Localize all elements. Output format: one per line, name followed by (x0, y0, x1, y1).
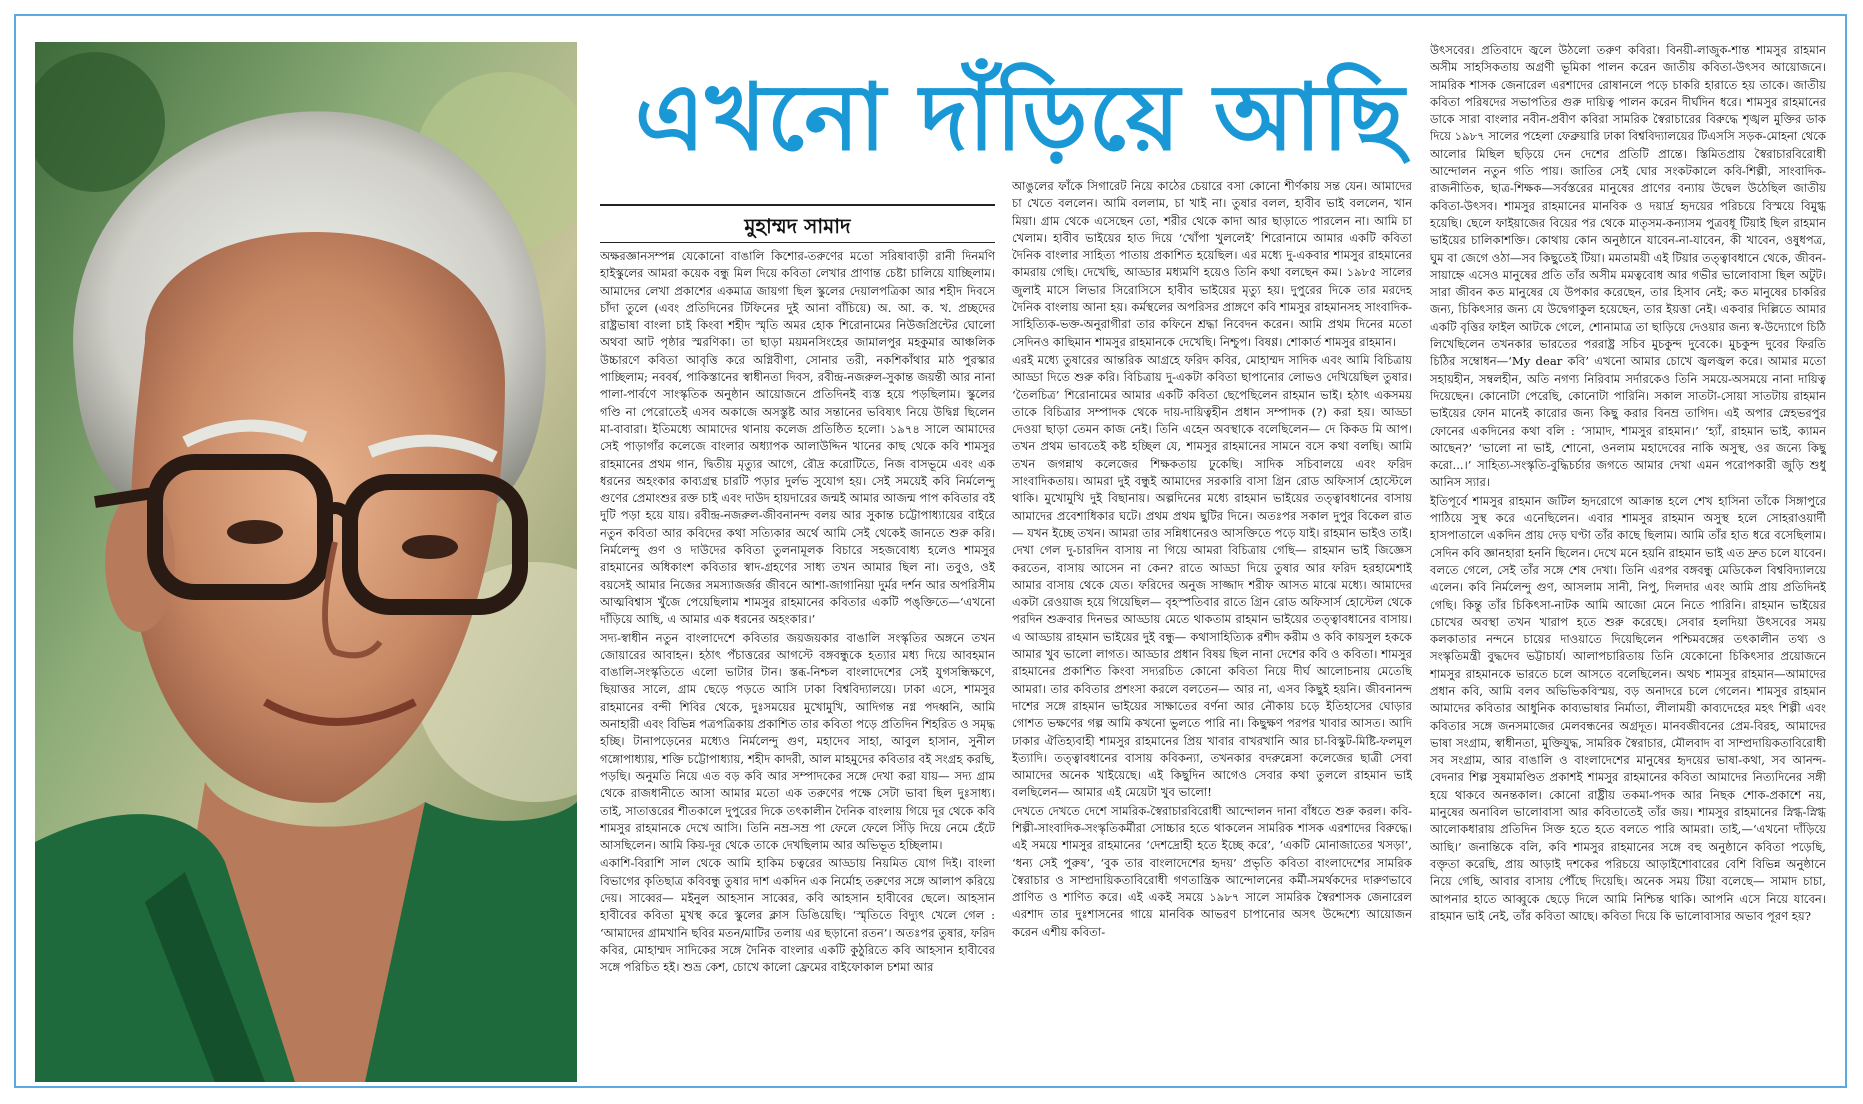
article-column-3 (1430, 42, 1826, 1078)
paragraph: অক্ষরজ্ঞানসম্পন্ন যেকোনো বাঙালি কিশোর-তরুণের মতো সরিষাবাড়ী রানী দিনমণি হাইস্কুলের আমরা কয়েক বন্ধু মিল দিয়ে কবিতা লেখার প্রাণান্ত চেষ্টা চালিয়ে যাচ্ছিলাম। আমাদের লেখা প্রকাশের একমাত্র জায়গা ছিল স্কুলের দেয়ালপত্রিকা আর শহীদ দিবসে চাঁদা তুলে (এবং প্রতিদিনের টিফিনের দুই আনা বাঁচিয়ে) অ. আ. ক. খ. প্রচ্ছদের রাষ্ট্রভাষা বাংলা চাই কিংবা শহীদ স্মৃতি অমর হোক শিরোনামের নিউজপ্রিন্টের ঘোলো অথবা আট পৃষ্ঠার স্মরণিকা। তা ছাড়া ময়মনসিংহের জামালপুর মহকুমার আঞ্চলিক উচ্চারণে কবিতা আবৃত্তি করে অগ্নিবীণা, সোনার তরী, নকশিকাঁথার মাঠ পুরস্কার পাচ্ছিলাম; নববর্ষ, পাকিস্তানের স্বাধীনতা দিবস, রবীন্দ্র-নজরুল-সুকান্ত জয়ন্তী আর নানা পালা-পার্বণে সাংস্কৃতিক অনুষ্ঠান আয়োজনে প্রতিদিনই ব্যস্ত হয়ে পড়ছিলাম। স্কুলের গণ্ডি না পেরোতেই এসব অকাজে অসস্তুষ্ট আর সন্তানের ভবিষ্যৎ নিয়ে উদ্বিগ্ন ছিলেন মা-বাবারা। ইতিমধ্যে আমাদের থানায় কলেজ প্রতিষ্ঠিত হলো। ১৯৭৪ সালে আমাদের সেই পাড়াগাঁর কলেজে বাংলার অধ্যাপক আলাউদ্দিন খানের কাছ থেকে কবি শামসুর রাহমানের প্রথম গান, দ্বিতীয় মৃত্যুর আগে, রৌদ্র করোটিতে, নিজ বাসভূমে এবং এক ধরনের অহংকার কাব্যগ্রন্থ চারটি পড়ার দুর্লভ সুযোগ হয়। সেই সময়েই কবি নির্মলেন্দু গুণের প্রেমাংশুর রক্ত চাই এবং দাউদ হায়দারের জন্মই আমার আজন্ম পাপ কবিতার বই দুটি পড়া হয়ে যায়। রবীন্দ্র-নজরুল-জীবনানন্দ বলয় আর সুকান্ত চট্টোপাধ্যায়ের বাইরে নতুন কবিতা আর কবিদের কথা সত্যিকার অর্থে আমি সেই থেকেই জানতে শুরু করি। নির্মলেন্দু গুণ ও দাউদের কবিতা তুলনামূলক বিচারে সহজবোধ্য হলেও শামসুর রাহমানের অধিকাংশ কবিতার স্বাদ-গ্রহণের সাধ্য তখন আমার ছিল না। তবুও, ওই বয়সেই আমার নিজের সমস্যাজর্জর জীবনে আশা-জাগানিয়া দুর্মর দর্শন আর অপরিসীম আত্মবিশ্বাস খুঁজে পেয়েছিলাম শামসুর রাহমানের কবিতার একটি পঙ্‌ক্তিতে—‘এখনো দাঁড়িয়ে আছি, এ আমার এক ধরনের অহংকার।’ (600, 249, 995, 627)
paragraph: উৎসবের। প্রতিবাদে জ্বলে উঠলো তরুণ কবিরা। বিনয়ী-লাজুক-শান্ত শামসুর রাহমান অসীম সাহসিকতায় অগ্রণী ভূমিকা পালন করেন জাতীয় কবিতা-উৎসব আয়োজনে। সামরিক শাসক জেনারেল এরশাদের রোষানলে পড়ে চাকরি হারাতে হয় তাকে। জাতীয় কবিতা পরিষদের সভাপতির গুরু দায়িত্ব পালন করেন দীর্ঘদিন ধরে। শামসুর রাহমানের ডাকে সারা বাংলার নবীন-প্রবীণ কবিরা সামরিক স্বৈরাচারের বিরুদ্ধে শৃঙ্খল মুক্তির ডাক দিয়ে ১৯৮৭ সালের পহেলা ফেব্রুয়ারি ঢাকা বিশ্ববিদ্যালয়ের টিএসসি সড়ক-মোহনা থেকে আলোর মিছিল ছড়িয়ে দেন দেশের প্রতিটি প্রান্তে। স্তিমিতপ্রায় স্বৈরাচারবিরোধী আন্দোলন নতুন গতি পায়। জাতির সেই ঘোর সংকটকালে কবি-শিল্পী, সাংবাদিক-রাজনীতিক, ছাত্র-শিক্ষক—সর্বস্তরের মানুষের প্রাণের বন্যায় উদ্বেল উঠেছিল জাতীয় কবিতা-উৎসব। শামসুর রাহমানের মানবিক ও দয়ার্দ্র হৃদয়ের পরিচয়ে বিস্ময়ে বিমুগ্ধ হয়েছি। ছেলে ফাইয়াজের বিয়ের পর থেকে মাতৃসম-কন্যাসম পুত্রবধূ টিয়াই ছিল রাহমান ভাইয়ের চালিকাশক্তি। কোথায় কোন অনুষ্ঠানে যাবেন-না-যাবেন, কী খাবেন, ওষুধপত্র, ঘুম বা জেগে ওঠা—সব কিছুতেই টিয়া। মমতাময়ী এই টিয়ার তত্ত্বাবধানে থেকে, জীবন-সায়াহ্নে এসেও মানুষের প্রতি তাঁর অসীম মমত্ববোধ আর গভীর ভালোবাসা ছিল অটুট। সারা জীবন কত মানুষের যে উপকার করেছেন, তার হিসাব নেই; কত মানুষের চাকরির জন্য, চিকিৎসার জন্য যে উদ্বেগাকুল হয়েছেন, তার ইয়ত্তা নেই। একবার দিল্লিতে আমার একটি বৃত্তির ফাইল আটকে গেলে, শোনামাত্র তা ছাড়িয়ে দেওয়ার জন্য স্ব-উদ্যোগে চিঠি লিখেছিলেন তখনকার ভারতের পররাষ্ট্র সচিব মুচকুন্দ দুবেকে। মুচকুন্দ দুবের ফিরতি চিঠির সম্বোধন—‘My dear কবি’ এখনো আমার চোখে জ্বলজ্বল করে। আমার মতো সহায়হীন, সম্বলহীন, অতি নগণ্য নিরিবাম সর্দারকেও তিনি সময়ে-অসময়ে নানা দায়িত্ব দিয়েছেন। কোনোটা পেরেছি, কোনোটা পারিনি। সকাল সাতটা-সোয়া সাতটায় রাহমান ভাইয়ের ফোন মানেই কারোর জন্য কিছু করার বিনম্র তাগিদ। এই অপার স্নেহভরপুর ফোনের একদিনের কথা বলি : ‘সামাদ, শামসুর রাহমান।’ ‘হ্যাঁ, রাহমান ভাই, ক্যামন আছেন?’ ‘ভালো না ভাই, শোনো, ওনলাম মহাদেবের নাকি অসুস্থ, ওর জন্যে কিছু করো...।’ সাহিত্য-সংস্কৃতি-বুদ্ধিচর্চার জগতে আমার দেখা এমন পরোপকারী জুড়ি শুধু আনিস স্যার। (1430, 43, 1826, 490)
paragraph: ইতিপূর্বে শামসুর রাহমান জটিল হৃদরোগে আক্রান্ত হলে শেখ হাসিনা তাঁকে সিঙ্গাপুরে পাঠিয়ে সুস্থ করে এনেছিলেন। এবার শামসুর রাহমান অসুস্থ হলে সোহরাওয়ার্দী হাসপাতালে একদিন প্রায় দেড় ঘণ্টা তাঁর কাছে ছিলাম। আমি তাঁর হাত ধরে বসেছিলাম। সেদিন কবি জ্ঞানহারা হননি ছিলেন। দেখে মনে হয়নি রাহমান ভাই এত দ্রুত চলে যাবেন। বলতে গেলে, সেই তাঁর সঙ্গে শেষ দেখা। তিনি এরপর বঙ্গবন্ধু মেডিকেল বিশ্ববিদ্যালয়ে এলেন। কবি নির্মলেন্দু গুণ, আসলাম সানী, নিপু, দিলদার এবং আমি প্রায় প্রতিদিনই গেছি। কিন্তু তাঁর চিকিৎসা-নাটক আমি আজো মেনে নিতে পারিনি। রাহমান ভাইয়ের চোখের অবস্থা তখন খারাপ হতে শুরু করেছে। সেবার হলদিয়া উৎসবের সময় কলকাতার নন্দনে চায়ের দাওয়াতে দিয়েছিলেন পশ্চিমবঙ্গের তৎকালীন তথ্য ও সংস্কৃতিমন্ত্রী বুদ্ধদেব ভট্টাচার্য। আলাপচারিতায় তিনি যেকোনো চিকিৎসার প্রয়োজনে শামসুর রাহমানকে ভারতে চলে আসতে বলেছিলেন। অথচ শামসুর রাহমান—আমাদের প্রধান কবি, আমি বলব অভিভিকবিস্ময়, বড় অনাদরে চলে গেলেন। শামসুর রাহমান আমাদের কবিতার আধুনিক কাব্যভাষার নির্মাতা, লীলাময়ী কাব্যদেহের মহৎ শিল্পী এবং কবিতার সঙ্গে জনসমাজের মেলবন্ধনের অগ্রদূত। মানবজীবনের প্রেম-বিরহ, আমাদের ভাষা সংগ্রাম, স্বাধীনতা, মুক্তিযুদ্ধ, সামরিক স্বৈরাচার, মৌলবাদ বা সাম্প্রদায়িকতাবিরোধী সব সংগ্রাম, আর বাঙালি ও বাংলাদেশের মানুষের হৃদয়ের ভাষা-কথা, সব আনন্দ-বেদনার শিল্প সুষমামণ্ডিত প্রকাশই শামসুর রাহমানের কবিতা আমাদের নিত্যদিনের সঙ্গী হয়ে থাকবে অনন্তকাল। কোনো রাষ্ট্রীয় তকমা-পদক আর নিছক শোক-প্রকাশে নয়, মানুষের অনাবিল ভালোবাসা আর কবিতাতেই তাঁর জয়। শামসুর রাহমানের স্নিগ্ধ-স্নিগ্ধ আলোকধারায় প্রতিদিন সিক্ত হতে হতে বলতে পারি আমরা। তাই,—‘এখনো দাঁড়িয়ে আছি।’ জনান্তিকে বলি, কবি শামসুর রাহমানের সঙ্গে বহু অনুষ্ঠানে কবিতা পড়েছি, বক্তৃতা করেছি, প্রায় আড়াই দশকের পরিচয়ে আড়াইশোবারের বেশি বিভিন্ন অনুষ্ঠানে নিয়ে গেছি, আবার বাসায় পৌঁছে দিয়েছি। অনেক সময় টিয়া বলেছে— সামাদ চাচা, আপনার হাতে আব্বুকে ছেড়ে দিলে আমি নিশ্চিন্ত থাকি। আপনি এসে নিয়ে যাবেন। রাহমান ভাই নেই, তাঁর কবিতা আছে। কবিতা দিয়ে কি ভালোবাসার অভাব পূরণ হয়? (1430, 493, 1826, 923)
headline: এখনো দাঁড়িয়ে আছি (634, 64, 1406, 171)
paragraph: আঙুলের ফাঁকে সিগারেট নিয়ে কাঠের চেয়ারে বসা কোনো শীর্ণকায় সন্ত যেন। আমাদের চা খেতে বললেন। আমি বললাম, চা খাই না। তুষার বলল, হাবীব ভাই বললেন, খান মিয়া। গ্রাম থেকে এসেছেন তো, শরীর থেকে কাদা আর ছাড়াতে পারলেন না। আমি চা খেলাম। হাবীব ভাইয়ের হাত দিয়ে ‘খোঁপা খুললেই’ শিরোনামে আমার একটি কবিতা দৈনিক বাংলার সাহিত্য পাতায় প্রকাশিত হয়েছিল। এর মধ্যে দু-একবার শামসুর রাহমানের কামরায় গেছি। দেখেছি, আড্ডার মধ্যমণি হয়েও তিনি কথা বলছেন কম। ১৯৮৫ সালের জুলাই মাসে লিভার সিরোসিসে হাবীব ভাইয়ের মৃত্যু হয়। দুপুরের দিকে তার মরদেহ দৈনিক বাংলায় আনা হয়। কর্মস্থলের অপরিসর প্রাঙ্গণে কবি শামসুর রাহমানসহ সাংবাদিক-সাহিত্যিক-ভক্ত-অনুরাগীরা তার কফিনে শ্রদ্ধা নিবেদন করেন। আমি প্রথম দিনের মতো সেদিনও কাছিমান শামসুর রাহমানকে দেখেছি। নিশ্চুপ। বিষণ্ণ। শোকার্ত শামসুর রাহমান। (1012, 179, 1412, 349)
byline-bottom-rule (600, 242, 995, 243)
article-column-2 (1012, 178, 1412, 1078)
paragraph: একাশি-বিরাশি সাল থেকে আমি হাকিম চত্বরের আড্ডায় নিয়মিত যোগ দিই। বাংলা বিভাগের কৃতিছাত্র কবিবন্ধু তুষার দাশ একদিন এক নির্মোহ তরুণের সঙ্গে আলাপ করিয়ে দেয়। সাব্বের— মইনুল আহসান সাব্বের, কবি আহসান হাবীবের ছেলে। আহসান হাবীবের কবিতা মুখস্থ করে স্কুলের ক্লাস ডিঙিয়েছি। ‘স্মৃতিতে বিদ্যুৎ খেলে গেল : ‘আমাদের গ্রামখানি ছবির মতন/মাটির তলায় এর ছড়ানো রতন’। অতঃপর তুষার, ফরিদ কবির, মোহাম্মদ সাদিকের সঙ্গে দৈনিক বাংলার একটি কুঠুরিতে কবি আহসান হাবীবের সঙ্গে পরিচিত হই। শুভ্র কেশ, চোখে কালো ফ্রেমের বাইফোকাল চশমা আর (600, 856, 995, 975)
byline-top-rule (600, 204, 995, 206)
article-column-1 (600, 248, 995, 1078)
paragraph: এরই মধ্যে তুষারের আন্তরিক আগ্রহে ফরিদ কবির, মোহাম্মদ সাদিক এবং আমি বিচিত্রায় আড্ডা দিতে শুরু করি। বিচিত্রায় দু-একটা কবিতা ছাপানোর লোভও দেখিয়েছিল তুষার। ‘তৈলচিত্র’ শিরোনামের আমার একটি কবিতা ছেপেছিলেন রাহমান ভাই। হঠাৎ একসময় তাকে বিচিত্রার সম্পাদক থেকে দায়-দায়িত্বহীন প্রধান সম্পাদক (?) করা হয়। আড্ডা দেওয়া ছাড়া তেমন কাজ নেই। তিনি এহেন অবস্থাকে বলেছিলেন— দে কিকড মি আপ। তখন প্রথম ভাবতেই কষ্ট হচ্ছিল যে, শামসুর রাহমানের সামনে বসে কথা বলছি। আমি তখন জগন্নাথ কলেজের শিক্ষকতায় ঢুকেছি। সাদিক সচিবালয়ে এবং ফরিদ সাংবাদিকতায়। আমরা দুই বন্ধুই আমাদের সরকারি বাসা গ্রিন রোড অফিসার্স হোস্টেলে থাকি। মুখোমুখি দুই বিছানায়। অল্পদিনের মধ্যে রাহমান ভাইয়ের তত্ত্বাবধানের বাসায় আমাদের প্রবেশাধিকার ঘটে। প্রথম প্রথম ছুটির দিনে। অতঃপর সকাল দুপুর বিকেল রাত— যখন ইচ্ছে তখন। আমরা তার সন্নিধানেরও আসক্তিতে পড়ে যাই। রাহমান ভাইও তাই। দেখা গেল দু-চারদিন বাসায় না গিয়ে আমরা বিচিত্রায় গেছি— রাহমান ভাই জিজ্ঞেস করতেন, বাসায় আসেন না কেন? রাতে আড্ডা দিয়ে তুষার আর ফরিদ হরহামেশাই আমার বাসায় থেকে যেত। ফরিদের অনুজ সাজ্জাদ শরীফ আসত মাঝে মধ্যে। আমাদের একটা রেওয়াজ হয়ে গিয়েছিল— বৃহস্পতিবার রাতে গ্রিন রোড অফিসার্স হোস্টেল থেকে পরদিন শুক্রবার দিনভর আড্ডায় মেতে থাকতাম রাহমান ভাইয়ের তত্ত্বাবধানের বাসায়। এ আড্ডায় রাহমান ভাইয়ের দুই বন্ধু— কথাসাহিত্যিক রশীদ করীম ও কবি কায়সুল হককে আমার খুব ভালো লাগত। আড্ডার প্রধান বিষয় ছিল নানা দেশের কবি ও কবিতা। শামসুর রাহমানের প্রকাশিত কিংবা সদ্যরচিত কোনো কবিতা নিয়ে দীর্ঘ আলোচনায় মেতেছি আমরা। তার কবিতার প্রশংসা করলে বলতেন— আর না, এসব কিছুই হয়নি। জীবনানন্দ দাশের সঙ্গে রাহমান ভাইয়ের সাক্ষাতের বর্ণনা আর নৌকায় চড়ে ইতিহাসের ঘোড়ার গোশত ভক্ষণের গল্প আমি কখনো ভুলতে পারি না। কিছুক্ষণ পরপর খাবার আসত। আদি ঢাকার ঐতিহ্যবাহী শামসুর রাহমানের প্রিয় খাবার বাখরখানি আর চা-বিস্কুট-মিষ্টি-ফলমূল ইত্যাদি। তত্ত্বাবধানের বাসায় কবিকন্যা, তখনকার বদরুন্নেসা কলেজের ছাত্রী সেবা আমাদের অনেক খাইয়েছে। এই কিছুদিন আগেও সেবার কথা তুললে রাহমান ভাই বলছিলেন— আমার এই মেয়েটা খুব ভালো! (1012, 352, 1412, 800)
paragraph: দেখতে দেখতে দেশে সামরিক-স্বৈরাচারবিরোধী আন্দোলন দানা বাঁধতে শুরু করল। কবি-শিল্পী-সাংবাদিক-সংস্কৃতিকর্মীরা সোচ্চার হতে থাকলেন সামরিক শাসক এরশাদের বিরুদ্ধে। এই সময়ে শামসুর রাহমানের ‘দেশদ্রোহী হতে ইচ্ছে করে’, ‘একটি মোনাজাতের খসড়া’, ‘ধন্য সেই পুরুষ’, ‘বুক তার বাংলাদেশের হৃদয়’ প্রভৃতি কবিতা বাংলাদেশের সামরিক স্বৈরাচার ও সাম্প্রদায়িকতাবিরোধী গণতান্ত্রিক আন্দোলনের কর্মী-সমর্থকদের দারুণভাবে প্রাণিত ও শাণিত করে। এই একই সময়ে ১৯৮৭ সালে সামরিক স্বৈরশাসক জেনারেল এরশাদ তার দুঃশাসনের গায়ে মানবিক আভরণ চাপানোর অসৎ উদ্দেশ্যে আয়োজন করেন এশীয় কবিতা- (1012, 803, 1412, 939)
paragraph: সদ্য-স্বাধীন নতুন বাংলাদেশে কবিতার জয়জয়কার বাঙালি সংস্কৃতির অঙ্গনে তখন জোয়ারের আবাহন। হঠাৎ পঁচাত্তরের আগস্টে বঙ্গবন্ধুকে হত্যার মধ্য দিয়ে আবহমান বাঙালি-সংস্কৃতিতে এলো ভাটার টান। স্তব্ধ-নিশ্চল বাংলাদেশের সেই যুগসন্ধিক্ষণে, ছিয়াত্তর সালে, গ্রাম ছেড়ে পড়তে আসি ঢাকা বিশ্ববিদ্যালয়ে। ঢাকা এসে, শামসুর রাহমানের বন্দী শিবির থেকে, দুঃসময়ের মুখোমুখি, আদিগন্ত নগ্ন পদধ্বনি, আমি অনাহারী এবং বিভিন্ন পত্রপত্রিকায় প্রকাশিত তার কবিতা পড়ে প্রতিদিন শিহরিত ও সমৃদ্ধ হচ্ছি। টানাপড়েনের মধ্যেও নির্মলেন্দু গুণ, মহাদেব সাহা, আবুল হাসান, সুনীল গঙ্গোপাধ্যায়, শক্তি চট্টোপাধ্যায়, শহীদ কাদরী, আল মাহমুদের কবিতার বই সংগ্রহ করছি, পড়ছি। অনুমতি নিয়ে এত বড় কবি আর সম্পাদকের সঙ্গে দেখা করা যায়— সদ্য গ্রাম থেকে রাজধানীতে আসা আমার মতো এক তরুণের পক্ষে সেটা ভাবা ছিল দুঃসাধ্য। তাই, সাতাত্তরের শীতকালে দুপুরের দিকে তৎকালীন দৈনিক বাংলায় গিয়ে দূর থেকে কবি শামসুর রাহমানকে দেখে আসি। তিনি নম্র-সম্র পা ফেলে ফেলে সিঁড়ি দিয়ে নেমে হেঁটে আসছিলেন। আমি কিয়-দূর থেকে তাকে দেখছিলাম আর অভিভূত হচ্ছিলাম। (600, 630, 995, 853)
byline: মুহাম্মদ সামাদ (744, 214, 851, 238)
portrait-photo (35, 42, 577, 1082)
